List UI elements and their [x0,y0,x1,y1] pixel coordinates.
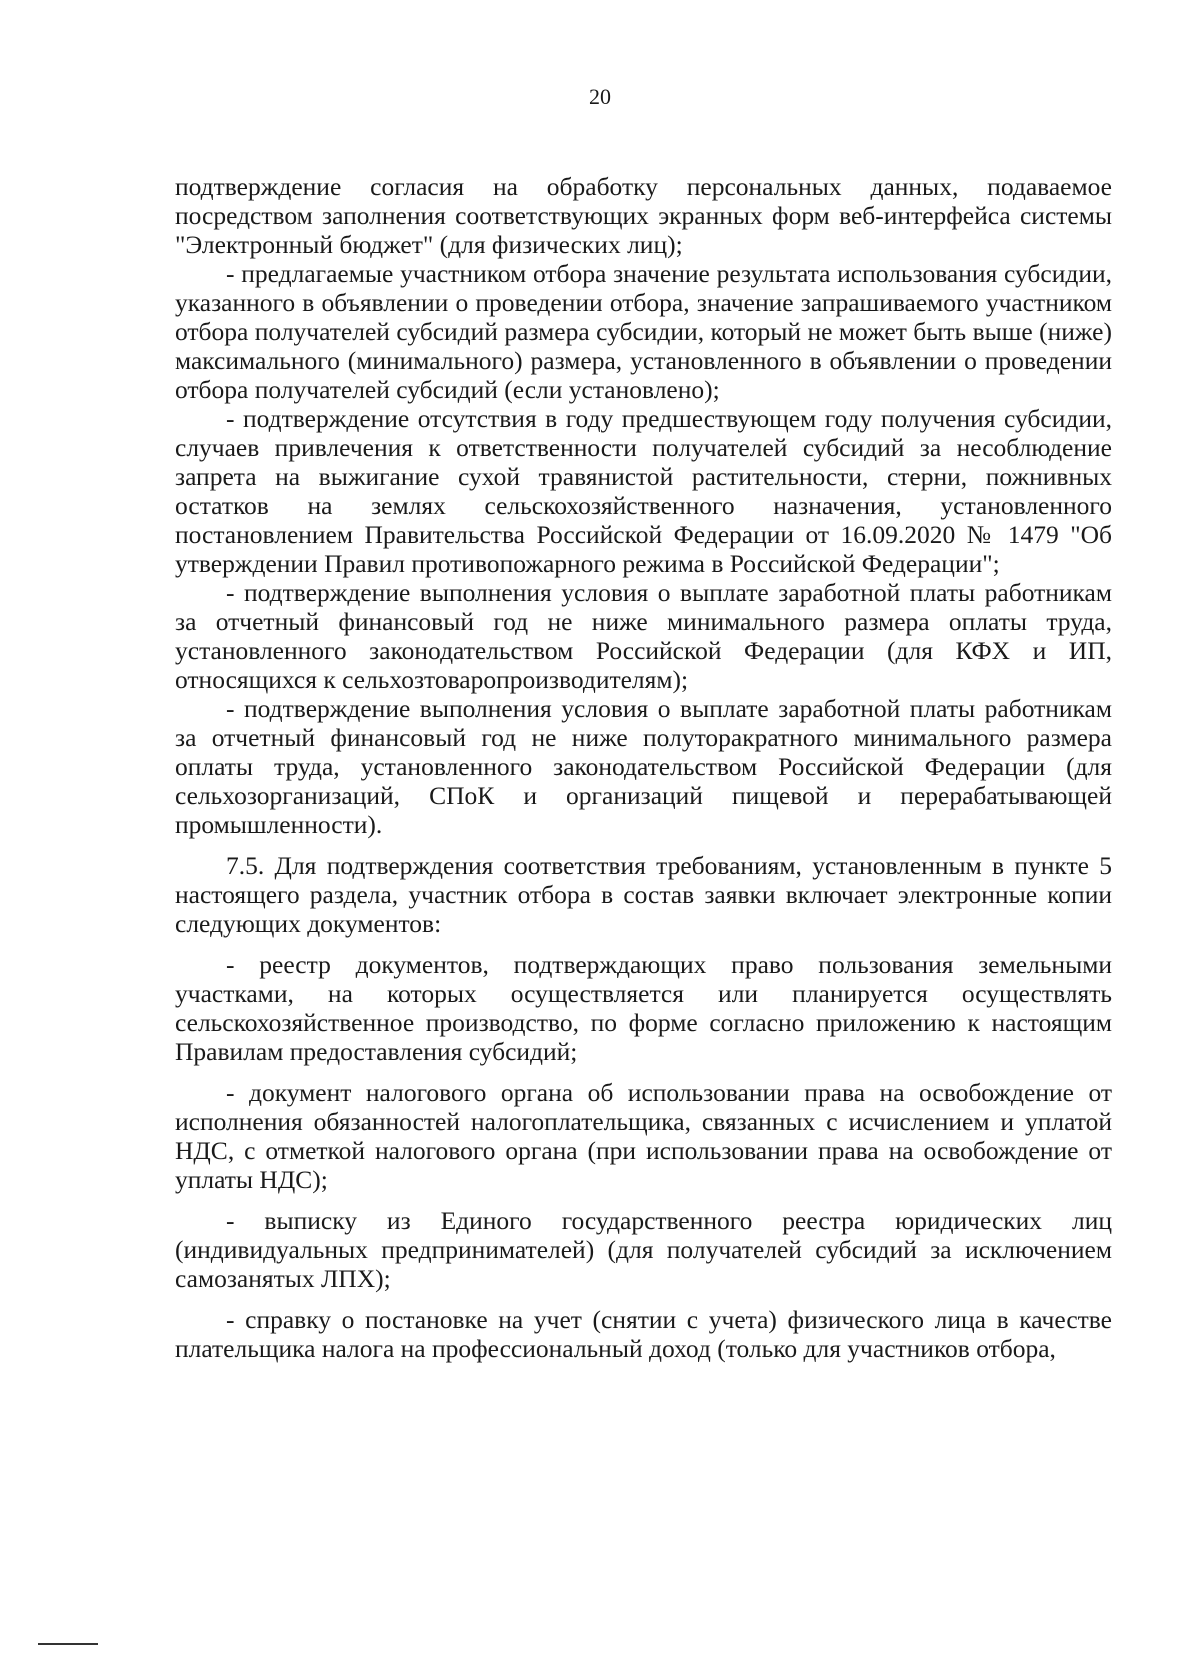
paragraph-fire-safety-confirmation: - подтверждение отсутствия в году предшествующем году получения субсидии, случаев привлечения к ответственности получателей субсидий за несоблюдение запрета на выжигание сухой травянистой растительности, стерни, пожнивных остатков на землях сельскохозяйственного назначения, установленного постановлением Правительства Российской Федерации от 16.09.2020 № 1479 "Об утверждении Правил противопожарного режима в Российской Федерации"; [175,404,1112,578]
paragraph-personal-data-consent: подтверждение согласия на обработку персональных данных, подаваемое посредством заполнения соответствующих экранных форм веб-интерфейса системы "Электронный бюджет" (для физических лиц); [175,172,1112,259]
page-number: 20 [589,84,611,109]
paragraph-min-wage-kfh-ip: - подтверждение выполнения условия о выплате заработной платы работникам за отчетный финансовый год не ниже минимального размера оплаты труда, установленного законодательством Российской Федерации (для КФХ и ИП, относящихся к сельхозтоваропроизводителям); [175,578,1112,694]
paragraph-egrul-extract: - выписку из Единого государственного реестра юридических лиц (индивидуальных предпринимателей) (для получателей субсидий за исключением самозанятых ЛПХ); [175,1206,1112,1293]
paragraph-land-use-registry: - реестр документов, подтверждающих право пользования земельными участками, на которых осуществляется или планируется осуществлять сельскохозяйственное производство, по форме согласно приложению к настоящим Правилам предоставления субсидий; [175,950,1112,1066]
document-body [175,172,1112,1363]
paragraph-clause-7-5: 7.5. Для подтверждения соответствия требованиям, установленным в пункте 5 настоящего раздела, участник отбора в состав заявки включает электронные копии следующих документов: [175,851,1112,938]
footer-divider [38,1643,98,1645]
paragraph-self-employed-certificate: - справку о постановке на учет (снятии с учета) физического лица в качестве плательщика налога на профессиональный доход (только для участников отбора, [175,1305,1112,1363]
paragraph-min-wage-organizations: - подтверждение выполнения условия о выплате заработной платы работникам за отчетный финансовый год не ниже полуторакратного минимального размера оплаты труда, установленного законодательством Российской Федерации (для сельхозорганизаций, СПоК и организаций пищевой и перерабатывающей промышленности). [175,694,1112,839]
paragraph-vat-exemption-document: - документ налогового органа об использовании права на освобождение от исполнения обязанностей налогоплательщика, связанных с исчислением и уплатой НДС, с отметкой налогового органа (при использовании права на освобождение от уплаты НДС); [175,1078,1112,1194]
paragraph-subsidy-result-value: - предлагаемые участником отбора значение результата использования субсидии, указанного в объявлении о проведении отбора, значение запрашиваемого участником отбора получателей субсидий размера субсидии, который не может быть выше (ниже) максимального (минимального) размера, установленного в объявлении о проведении отбора получателей субсидий (если установлено); [175,259,1112,404]
